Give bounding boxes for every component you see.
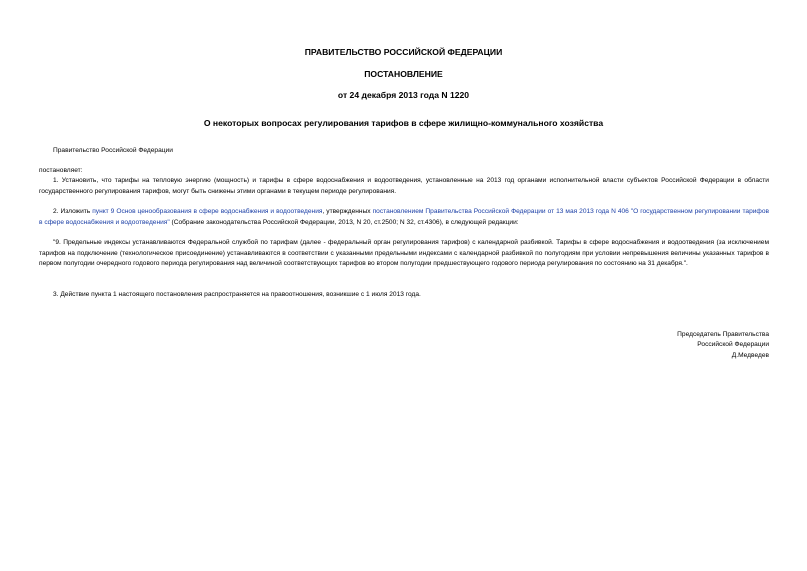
signature-name: Д.Медведев xyxy=(731,352,769,359)
paragraph-2 xyxy=(39,207,769,228)
document-title: О некоторых вопросах регулирования тарифов в сфере жилищно-коммунального хозяйства xyxy=(203,118,604,128)
paragraph-1: 1. Установить, что тарифы на тепловую энергию (мощность) и тарифы в сфере водоснабжения и водоотведения, установленные на 2013 год органами исполнительной власти субъектов Российской Федерации в области государственного регулирования тарифов, могут быть снижены этими органами в текущем периоде регулирования. xyxy=(39,177,769,195)
date-number-heading: от 24 декабря 2013 года N 1220 xyxy=(337,90,470,100)
government-heading: ПРАВИТЕЛЬСТВО РОССИЙСКОЙ ФЕДЕРАЦИИ xyxy=(304,47,503,57)
paragraph-2-text-start: 2. Изложить xyxy=(53,208,93,215)
paragraph-3: 3. Действие пункта 1 настоящего постановления распространяется на правоотношения, возникшие с 1 июля 2013 года. xyxy=(53,291,421,298)
paragraph-2-text-middle: , утвержденных xyxy=(322,208,373,215)
document-type-heading: ПОСТАНОВЛЕНИЕ xyxy=(364,69,443,79)
link-postanovlenie-406[interactable]: постановлением Правительства Российской Федерации от 13 мая 2013 года N 406 "О государственном регулировании тарифов в сфере водоснабжения и водоотведения" xyxy=(39,208,770,226)
signature-organization: Российской Федерации xyxy=(697,341,769,348)
resolves-text: постановляет: xyxy=(39,167,83,174)
link-osnovy-punkt-9[interactable]: пункт 9 Основ ценообразования в сфере водоснабжения и водоотведения xyxy=(92,208,323,215)
preamble-text: Правительство Российской Федерации xyxy=(53,147,173,154)
paragraph-2-quote: "9. Предельные индексы устанавливаются Федеральной службой по тарифам (далее - федеральный орган регулирования тарифов) с календарной разбивкой. Тарифы в сфере водоснабжения и водоотведения (за исключением тарифов на подключение (технологическое присоединение) устанавливаются в соответствии с указанными предельными индексами с календарной разбивкой по полугодиям при условии непревышения величины указанных тарифов в первом полугодии очередного годового периода регулирования над величиной соответствующих тарифов во втором полугодии предшествующего годового периода регулирования по состоянию на 31 декабря.". xyxy=(39,239,769,267)
paragraph-2-text-end: (Собрание законодательства Российской Федерации, 2013, N 20, ст.2500; N 32, ст.4306), в следующей редакции: xyxy=(169,218,519,226)
signature-position: Председатель Правительства xyxy=(677,331,769,338)
